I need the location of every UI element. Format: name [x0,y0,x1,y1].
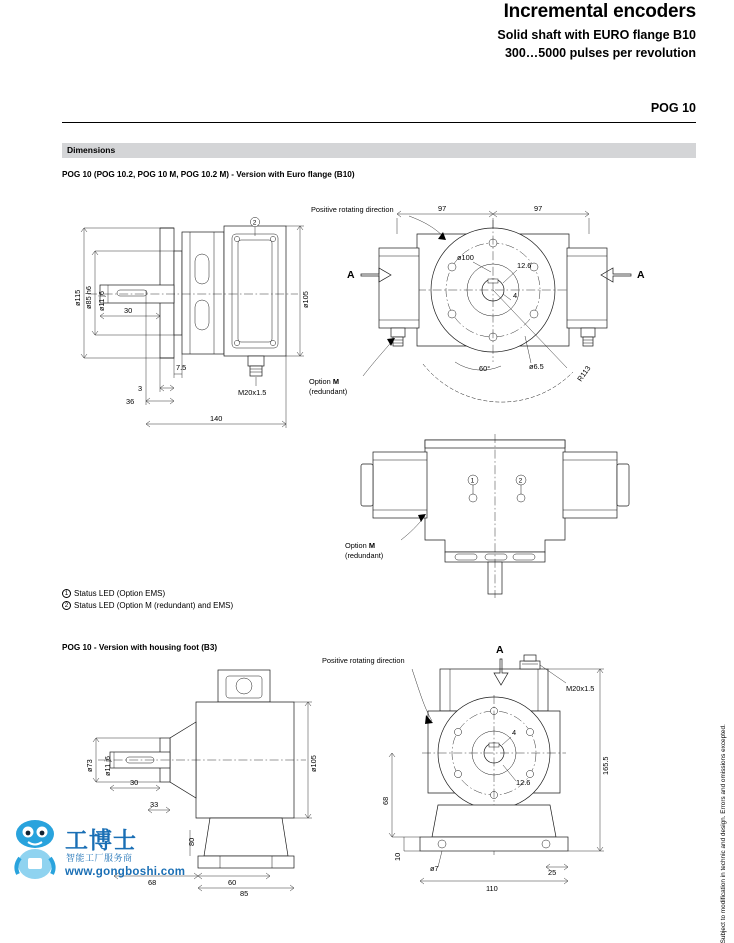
side-disclaimer: Subject to modification in technic and design. Errors and omissions excepted. [720,724,727,943]
svg-text:80: 80 [187,837,196,846]
subtitle-euro-flange: POG 10 (POG 10.2, POG 10 M, POG 10.2 M) - Version with Euro flange (B10) [62,170,355,179]
document-header [0,0,716,60]
svg-text:ø105: ø105 [309,755,318,772]
svg-text:12.6: 12.6 [517,261,532,270]
dim-thread-m20-bottom: M20x1.5 [566,684,595,693]
svg-text:60: 60 [228,878,237,887]
svg-text:1: 1 [470,477,475,485]
circled-number-1: 1 [62,589,71,598]
label-rotating-direction-bottom: Positive rotating direction [322,656,405,665]
svg-text:110: 110 [486,884,498,893]
label-redundant-mid: (redundant) [345,551,384,560]
subtitle-housing-foot: POG 10 - Version with housing foot (B3) [62,643,218,652]
drawing-euro-flange-side-view [62,196,322,446]
svg-text:97: 97 [438,204,447,213]
label-rotating-direction: Positive rotating direction [311,205,394,214]
svg-text:30: 30 [124,306,133,315]
svg-text:2: 2 [518,477,523,485]
svg-text:ø11 j6: ø11 j6 [97,291,106,311]
svg-text:ø85 h6: ø85 h6 [84,285,93,309]
legend-item [62,600,233,612]
section-label-a-right: A [637,269,645,281]
watermark-logo [8,818,198,893]
svg-text:ø6.5: ø6.5 [529,362,544,371]
drawing-section-a-a [345,420,655,600]
svg-text:85: 85 [240,889,249,898]
svg-text:25: 25 [548,868,557,877]
svg-text:ø73: ø73 [85,759,94,772]
section-header-dimensions: Dimensions [62,143,696,158]
drawing-housing-foot-front-view [322,644,690,897]
page-subtitle: Solid shaft with EURO flange B10 [497,28,696,42]
watermark-url: www.gongboshi.com [65,866,186,878]
section-label-a-bottom: A [496,644,504,656]
watermark-tagline: 智能工厂服务商 [66,853,133,863]
svg-text:ø105: ø105 [301,291,310,308]
page-pulse-range: 300…5000 pulses per revolution [504,46,696,60]
svg-text:68: 68 [381,796,390,805]
legend-item [62,588,233,600]
legend-item-label: Status LED (Option EMS) [74,589,166,598]
label-redundant: (redundant) [309,387,348,396]
svg-text:12.6: 12.6 [516,778,531,787]
svg-text:60°: 60° [479,364,491,373]
page-title: Incremental encoders [503,1,696,22]
svg-text:3: 3 [138,384,143,393]
circled-number-2: 2 [62,601,71,610]
svg-text:165.5: 165.5 [601,756,610,775]
svg-text:4: 4 [512,728,517,737]
watermark-brand: 工博士 [65,827,137,853]
svg-text:7.5: 7.5 [176,363,187,372]
dim-thread-m20: M20x1.5 [238,388,267,397]
svg-text:33: 33 [150,800,159,809]
model-designation: POG 10 [62,101,696,123]
svg-text:68: 68 [148,878,157,887]
svg-text:ø100: ø100 [457,253,474,262]
label-option-m: Option M [309,377,340,386]
legend-item-label: Status LED (Option M (redundant) and EMS) [74,600,234,610]
dim-hole-dia: ø7 [430,864,439,873]
svg-text:10: 10 [393,852,402,861]
drawing-euro-flange-front-view [305,186,695,426]
svg-text:4: 4 [513,291,518,300]
svg-text:140: 140 [210,414,223,423]
legend [62,588,233,611]
label-option-m-mid: Option M [345,541,376,550]
svg-text:2: 2 [252,219,257,227]
mascot-icon [8,818,64,880]
svg-text:R113: R113 [575,363,593,384]
svg-text:36: 36 [126,397,135,406]
section-label-a-left: A [347,269,355,281]
svg-text:ø115: ø115 [73,289,82,306]
svg-text:97: 97 [534,204,543,213]
svg-text:30: 30 [130,778,139,787]
svg-text:ø11 j6: ø11 j6 [103,756,112,776]
